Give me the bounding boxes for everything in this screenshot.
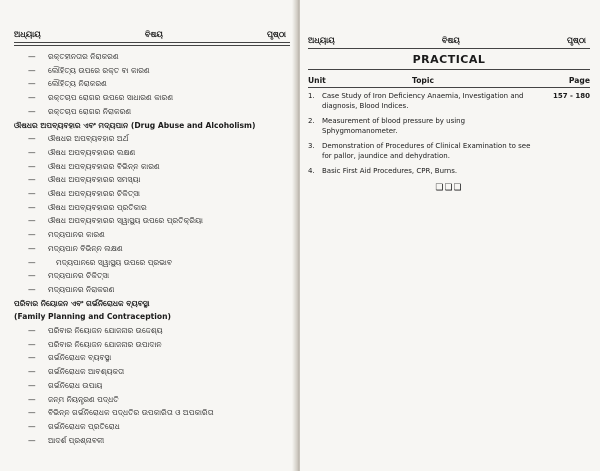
dash-bullet: — [28,367,36,377]
toc-item-label: ପରିବାର ନିୟୋଜନ ଯୋଜନାର ଉଦ୍ଦେଶ୍ୟ [48,326,163,336]
toc-item-label: ମଦ୍ୟପାନ ବିଭିନ୍ନ ଲକ୍ଷଣ [48,243,123,253]
page-range: 157 - 180 [552,92,590,100]
dash-bullet: — [28,147,36,157]
dash-bullet: — [28,353,36,363]
toc-item [14,160,290,174]
dash-bullet: — [28,79,36,89]
toc-item-label: ମଦ୍ୟପାନର ଚିକିତ୍ସା [48,271,110,281]
toc-item-label: ଔଷଧ ଅପବ୍ୟବହାରର ବିଭିନ୍ନ କାରଣ [48,161,160,171]
section-heading-label: ପରିବାର ନିୟୋଜନ ଏବଂ ଗର୍ଭନିରୋଧକ ବ୍ୟବସ୍ଥା [14,298,150,308]
toc-item [14,406,290,420]
header-divider [14,45,290,46]
chapter-column-label: ଅଧ୍ୟାୟ [308,36,335,45]
toc-item [14,228,290,242]
topic-text: Case Study of Iron Deficiency Anaemia, Investigation and diagnosis, Blood Indices. [322,92,524,110]
toc-item [14,256,290,270]
toc-item-label: ବିଭିନ୍ନ ଗର୍ଭନିରୋଧକ ପଦ୍ଧତିର ଉପକାରିତା ଓ ଅପକାରିତା [48,408,214,418]
dash-bullet: — [28,175,36,185]
subject-column-label: ବିଷୟ [441,36,460,45]
page-range [546,142,590,161]
page-column-label: ପୃଷ୍ଠା [566,36,586,45]
page-column-label: Page [568,76,590,85]
dash-bullet: — [28,65,36,75]
end-ornament: ❏❏❏ [435,182,463,193]
unit-number: 4. [308,167,315,175]
toc-item-label: ଜନ୍ମ ନିୟନ୍ତ୍ରଣ ପଦ୍ଧତି [48,394,119,404]
toc-item-label: ଔଷଧ ଅପବ୍ୟବହାରର ପ୍ରତିକାର [48,202,147,212]
toc-item [14,351,290,365]
toc-item [14,242,290,256]
practical-row [308,92,590,111]
toc-item [14,91,290,105]
unit-number: 3. [308,142,315,150]
practical-row [308,142,590,161]
dash-bullet: — [28,230,36,240]
toc-item-label: ରକ୍ତଚାପ ରୋଗର ନିରାକରଣ [48,106,132,116]
toc-item [14,132,290,146]
toc-header [14,30,290,43]
toc-item-label: ଔଷଧ ଅପବ୍ୟବହାରର ସମସ୍ୟା [48,175,141,185]
toc-item-label: ମଦ୍ୟପାନର ନିରାକରଣ [48,284,115,294]
toc-item-label: ଗର୍ଭନିରୋଧକ ବ୍ୟବସ୍ଥା [48,353,112,363]
dash-bullet: — [28,216,36,226]
dash-bullet: — [28,202,36,212]
toc-section-heading [14,297,290,311]
dash-bullet: — [28,284,36,294]
toc-item-label: ଔଷଧର ଅପବ୍ୟବହାର ଅର୍ଥ [48,134,129,144]
page-range [546,117,590,136]
toc-item-label: ଔଷଧ ଅପବ୍ୟବହାରର ଚିକିତ୍ସା [48,189,140,199]
dash-bullet: — [28,394,36,404]
dash-bullet: — [28,326,36,336]
unit-number: 1. [308,92,315,100]
left-page [0,0,296,471]
toc-item-label: ମଦ୍ୟପାନର କାରଣ [48,230,105,240]
toc-item-label: ଗର୍ଭନିରୋଧକ ଆବଶ୍ୟକତା [48,367,125,377]
dash-bullet: — [28,243,36,253]
toc-item [14,214,290,228]
practical-column-header [308,76,590,88]
dash-bullet: — [28,189,36,199]
toc-item-label: ଗର୍ଭନିରୋଧକ ପ୍ରତିରୋଧ [48,421,120,431]
topic-column-label: Topic [412,76,434,85]
dash-bullet: — [28,380,36,390]
toc-item-label: ଗର୍ଭନିରୋଧ ଉପାୟ [48,380,103,390]
practical-row [308,167,590,177]
dash-bullet: — [28,408,36,418]
unit-column-label: Unit [308,76,326,85]
toc-item-label: ଆଦର୍ଶ ପ୍ରଶ୍ନାବଳୀ [48,435,105,445]
toc-item-label: ଔଷଧ ଅପବ୍ୟବହାରର ଲକ୍ଷଣ [48,147,136,157]
page-column-label: ପୃଷ୍ଠା [266,30,286,39]
page-range [546,167,590,177]
topic-text: Measurement of blood pressure by using Sphygmomanometer. [322,117,466,135]
dash-bullet: — [28,421,36,431]
toc-item [14,338,290,352]
toc-item-label: ପରିବାର ନିୟୋଜନ ଯୋଜନାର ଉପାଦାନ [48,339,162,349]
practical-title: PRACTICAL [308,53,590,70]
toc-item [14,105,290,119]
dash-bullet: — [28,339,36,349]
dash-bullet: — [28,106,36,116]
dash-bullet: — [28,257,36,267]
toc-item [14,379,290,393]
toc-item [14,365,290,379]
toc-item [14,283,290,297]
toc-section-heading [14,310,290,324]
toc-item [14,434,290,448]
toc-item [14,173,290,187]
dash-bullet: — [28,52,36,61]
dash-bullet: — [28,435,36,445]
toc-header [308,36,590,49]
practical-row [308,117,590,136]
toc-item [14,77,290,91]
toc-item-label: ମଦ୍ୟପାନରେ ସ୍ୱାସ୍ଥ୍ୟ ଉପରେ ପ୍ରଭାବ [56,257,173,267]
toc-item [14,324,290,338]
unit-number: 2. [308,117,315,125]
toc-item [14,269,290,283]
toc-item [14,146,290,160]
toc-item [14,64,290,78]
toc-item-label: ଲୌହିତ୍ୟ ନିରାକରଣ [48,79,107,89]
practical-list [308,92,590,177]
subject-column-label: ବିଷୟ [144,30,163,39]
toc-section-heading [14,119,290,133]
toc-item-label: ଔଷଧ ଅପବ୍ୟବହାରର ସ୍ୱାସ୍ଥ୍ୟ ଉପରେ ପ୍ରତିକ୍ରିୟା [48,216,203,226]
right-page [300,0,600,471]
toc-list [14,50,290,447]
dash-bullet: — [28,161,36,171]
dash-bullet: — [28,93,36,103]
section-heading-label: (Family Planning and Contraception) [14,312,171,322]
toc-item [14,187,290,201]
toc-item-label: ରକ୍ତହୀନତାର ନିରାକରଣ [48,52,119,61]
section-heading-label: ଔଷଧର ଅପବ୍ୟବହାର ଏବଂ ମଦ୍ୟପାନ (Drug Abuse and Alcoholism) [14,120,256,130]
chapter-column-label: ଅଧ୍ୟାୟ [14,30,41,39]
toc-item [14,393,290,407]
topic-text: Demonstration of Procedures of Clinical Examination to see for pallor, jaundice and dehydration. [322,142,531,160]
topic-text: Basic First Aid Procedures, CPR, Burns. [322,167,458,175]
toc-item [14,201,290,215]
toc-item [14,50,290,64]
toc-item-label: ରକ୍ତଚାପ ରୋଗର ଉପରେ ସାଧାରଣ କାରଣ [48,93,174,103]
toc-item [14,420,290,434]
dash-bullet: — [28,134,36,144]
toc-item-label: ଲୌହିତ୍ୟ ଉପରେ ରକ୍ତ ବା କାରଣ [48,65,150,75]
dash-bullet: — [28,271,36,281]
